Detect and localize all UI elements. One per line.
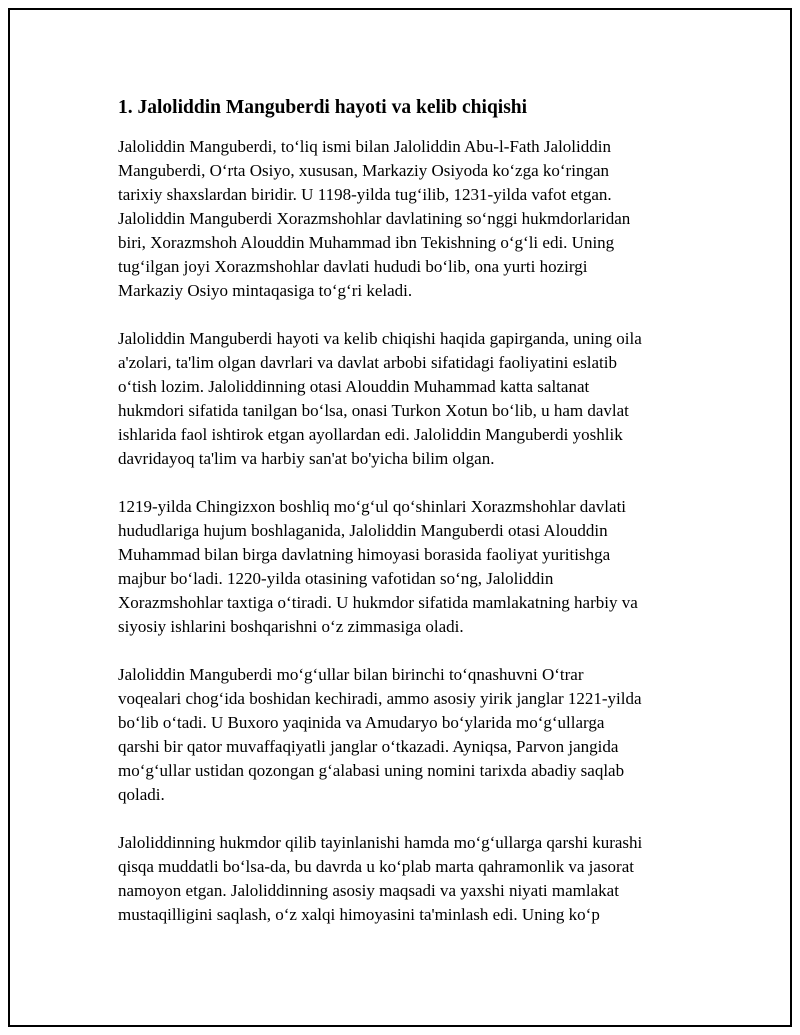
paragraph bbox=[118, 495, 758, 639]
text-line: Muhammad bilan birga davlatning himoyasi borasida faoliyat yuritishga bbox=[118, 545, 611, 564]
text-line: Markaziy Osiyo mintaqasiga to‘g‘ri keladi. bbox=[118, 281, 413, 300]
paragraph bbox=[118, 327, 758, 471]
text-line: 1219-yilda Chingizxon boshliq mo‘g‘ul qo‘shinlari Xorazmshohlar davlati bbox=[118, 497, 627, 516]
paragraph bbox=[118, 831, 758, 927]
text-line: bo‘lib o‘tadi. U Buxoro yaqinida va Amudaryo bo‘ylarida mo‘g‘ullarga bbox=[118, 713, 605, 732]
text-line: davridayoq ta'lim va harbiy san'at bo'yicha bilim olgan. bbox=[118, 449, 495, 468]
paragraph bbox=[118, 663, 758, 807]
text-line: qoladi. bbox=[118, 785, 165, 804]
text-line: hukmdori sifatida tanilgan bo‘lsa, onasi Turkon Xotun bo‘lib, u ham davlat bbox=[118, 401, 629, 420]
text-line: Jaloliddinning hukmdor qilib tayinlanishi hamda mo‘g‘ullarga qarshi kurashi bbox=[118, 833, 643, 852]
text-line: hududlariga hujum boshlaganida, Jaloliddin Manguberdi otasi Alouddin bbox=[118, 521, 608, 540]
text-line: namoyon etgan. Jaloliddinning asosiy maqsadi va yaxshi niyati mamlakat bbox=[118, 881, 619, 900]
text-line: Manguberdi, O‘rta Osiyo, xususan, Markaziy Osiyoda ko‘zga ko‘ringan bbox=[118, 161, 609, 180]
text-line: majbur bo‘ladi. 1220-yilda otasining vafotidan so‘ng, Jaloliddin bbox=[118, 569, 554, 588]
text-line: mo‘g‘ullar ustidan qozongan g‘alabasi uning nomini tarixda abadiy saqlab bbox=[118, 761, 625, 780]
text-line: Xorazmshohlar taxtiga o‘tiradi. U hukmdor sifatida mamlakatning harbiy va bbox=[118, 593, 638, 612]
paragraph bbox=[118, 135, 758, 303]
text-line: tug‘ilgan joyi Xorazmshohlar davlati hududi bo‘lib, ona yurti hozirgi bbox=[118, 257, 588, 276]
paragraph-list bbox=[118, 135, 758, 927]
text-line: biri, Xorazmshoh Alouddin Muhammad ibn Tekishning o‘g‘li edi. Uning bbox=[118, 233, 615, 252]
text-line: qarshi bir qator muvaffaqiyatli janglar o‘tkazadi. Ayniqsa, Parvon jangida bbox=[118, 737, 619, 756]
text-line: Jaloliddin Manguberdi Xorazmshohlar davlatining so‘nggi hukmdorlaridan bbox=[118, 209, 631, 228]
text-line: Jaloliddin Manguberdi, to‘liq ismi bilan Jaloliddin Abu-l-Fath Jaloliddin bbox=[118, 137, 611, 156]
section-heading: 1. Jaloliddin Manguberdi hayoti va kelib chiqishi bbox=[118, 97, 528, 118]
text-line: siyosiy ishlarini boshqarishni o‘z zimmasiga oladi. bbox=[118, 617, 464, 636]
text-line: qisqa muddatli bo‘lsa-da, bu davrda u ko‘plab marta qahramonlik va jasorat bbox=[118, 857, 634, 876]
text-line: tarixiy shaxslardan biridir. U 1198-yilda tug‘ilib, 1231-yilda vafot etgan. bbox=[118, 185, 612, 204]
text-line: voqealari chog‘ida boshidan kechiradi, ammo asosiy yirik janglar 1221-yilda bbox=[118, 689, 642, 708]
text-line: Jaloliddin Manguberdi mo‘g‘ullar bilan birinchi to‘qnashuvni O‘trar bbox=[118, 665, 584, 684]
text-line: mustaqilligini saqlash, o‘z xalqi himoyasini ta'minlash edi. Uning ko‘p bbox=[118, 905, 600, 924]
document-body bbox=[118, 96, 758, 951]
text-line: ishlarida faol ishtirok etgan ayollardan edi. Jaloliddin Manguberdi yoshlik bbox=[118, 425, 623, 444]
text-line: o‘tish lozim. Jaloliddinning otasi Alouddin Muhammad katta saltanat bbox=[118, 377, 590, 396]
text-line: a'zolari, ta'lim olgan davrlari va davlat arbobi sifatidagi faoliyatini eslatib bbox=[118, 353, 617, 372]
text-line: Jaloliddin Manguberdi hayoti va kelib chiqishi haqida gapirganda, uning oila bbox=[118, 329, 642, 348]
